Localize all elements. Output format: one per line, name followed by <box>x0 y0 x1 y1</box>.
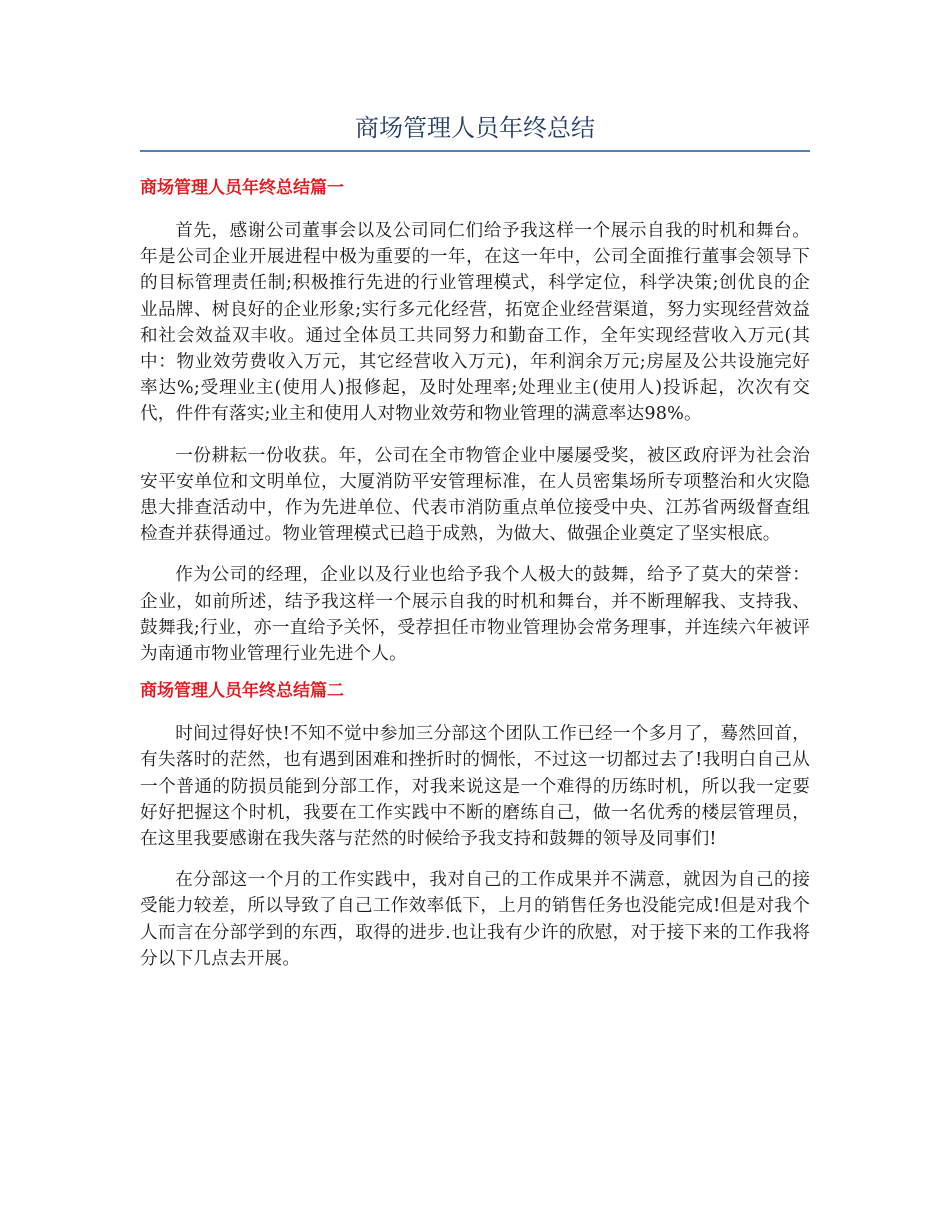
section-heading: 商场管理人员年终总结篇二 <box>140 681 344 702</box>
section-heading: 商场管理人员年终总结篇一 <box>140 178 344 198</box>
paragraph: 在分部这一个月的工作实践中，我对自己的工作成果并不满意，就因为自己的接受能力较差，所以导致了自己工作效率低下，上月的销售任务也没能完成!但是对我个人而言在分部学到的东西，取得的进步.也让我有少许的欣慰，对于接下来的工作我将分以下几点去开展。 <box>140 870 810 969</box>
document-page <box>140 0 810 972</box>
section-2 <box>140 679 810 972</box>
section-1 <box>140 176 810 667</box>
title-underline <box>140 150 810 152</box>
paragraph: 作为公司的经理，企业以及行业也给予我个人极大的鼓舞，给予了莫大的荣誉：企业，如前所述，结予我这样一个展示自我的时机和舞台，并不断理解我、支持我、鼓舞我;行业，亦一直给予关怀，受荐担任市物业管理协会常务理事，并连续六年被评为南通市物业管理行业先进个人。 <box>140 565 810 665</box>
paragraph: 一份耕耘一份收获。年，公司在全市物管企业中屡屡受奖，被区政府评为社会治安平安单位和文明单位，大厦消防平安管理标准，在人员密集场所专项整治和火灾隐患大排查活动中，作为先进单位、代表市消防重点单位接受中央、江苏省两级督查组检查并获得通过。物业管理模式已趋于成熟，为做大、做强企业奠定了坚实根底。 <box>140 445 810 545</box>
paragraph: 时间过得好快!不知不觉中参加三分部这个团队工作已经一个多月了，蓦然回首，有失落时的茫然，也有遇到困难和挫折时的惆怅，不过这一切都过去了!我明白自己从一个普通的防损员能到分部工作，对我来说这是一个难得的历练时机，所以我一定要好好把握这个时机，我要在工作实践中不断的磨练自己，做一名优秀的楼层管理员，在这里我要感谢在我失落与茫然的时候给予我支持和鼓舞的领导及同事们! <box>140 724 810 850</box>
document-title: 商场管理人员年终总结 <box>355 114 595 142</box>
paragraph: 首先，感谢公司董事会以及公司同仁们给予我这样一个展示自我的时机和舞台。年是公司企业开展进程中极为重要的一年，在这一年中，公司全面推行董事会领导下的目标管理责任制;积极推行先进的行业管理模式，科学定位，科学决策;创优良的企业品牌、树良好的企业形象;实行多元化经营，拓宽企业经营渠道，努力实现经营效益和社会效益双丰收。通过全体员工共同努力和勤奋工作，全年实现经营收入万元(其中：物业效劳费收入万元，其它经营收入万元)，年利润余万元;房屋及公共设施完好率达%;受理业主(使用人)报修起，及时处理率;处理业主(使用人)投诉起，次次有交代，件件有落实;业主和使用人对物业效劳和物业管理的满意率达98%。 <box>140 221 810 425</box>
